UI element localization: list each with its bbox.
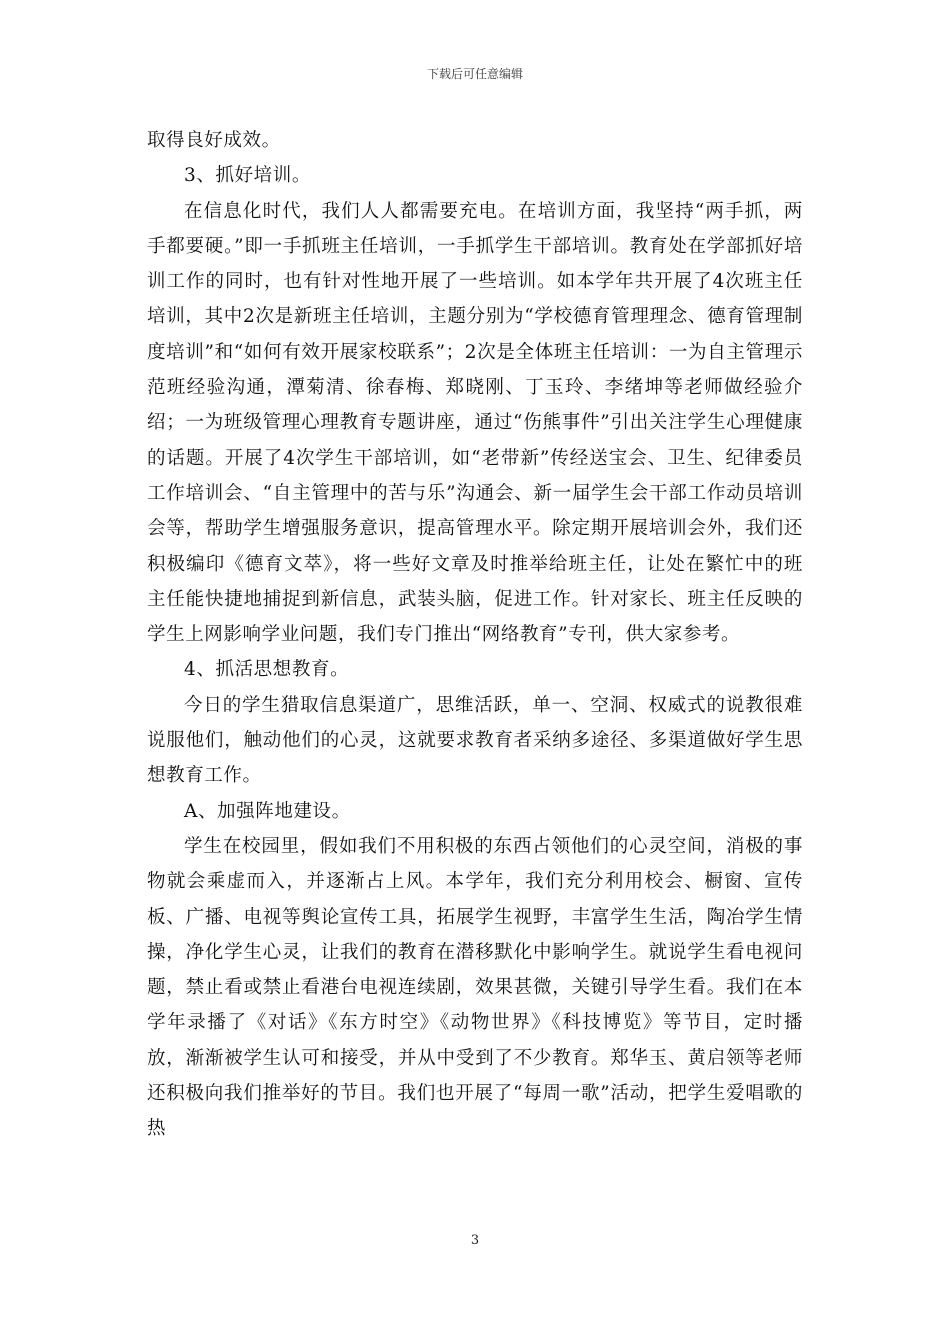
paragraph-position-building: 学生在校园里，假如我们不用积极的东西占领他们的心灵空间，消极的事物就会乘虚而入，并逐渐占上风。本学年，我们充分利用校会、橱窗、宣传板、广播、电视等舆论宣传工具，拓展学生视野，丰富学生生活，陶冶学生情操，净化学生心灵，让我们的教育在潜移默化中影响学生。就说学生看电视问题，禁止看或禁止看港台电视连续剧，效果甚微，关键引导学生看。我们在本学年录播了《对话》《东方时空》《动物世界》《科技博览》等节目，定时播放，渐渐被学生认可和接受，并从中受到了不少教育。郑华玉、黄启领等老师还积极向我们推举好的节目。我们也开展了“每周一歌”活动，把学生爱唱歌的热 [147, 835, 803, 1140]
paragraph-continuation: 取得良好成效。 [147, 130, 281, 151]
paragraph-ideological-education: 今日的学生猎取信息渠道广，思维活跃，单一、空洞、权威式的说教很难说服他们，触动他们的心灵，这就要求教育者采纳多途径、多渠道做好学生思想教育工作。 [147, 694, 803, 787]
subsection-heading-position-building: A、加强阵地建设。 [184, 800, 351, 822]
section-heading-ideological-education: 4、抓活思想教育。 [184, 659, 350, 681]
document-body [147, 123, 803, 1147]
paragraph-training: 在信息化时代，我们人人都需要充电。在培训方面，我坚持“两手抓，两手都要硬。”即一手抓班主任培训，一手抓学生干部培训。教育处在学部抓好培训工作的同时，也有针对性地开展了一些培训。如本学年共开展了4次班主任培训，其中2次是新班主任培训，主题分别为“学校德育管理理念、德育管理制度培训”和“如何有效开展家校联系”；2次是全体班主任培训：一为自主管理示范班经验沟通，潭菊清、徐春梅、郑晓刚、丁玉玲、李绪坤等老师做经验介绍；一为班级管理心理教育专题讲座，通过“伤熊事件”引出关注学生心理健康的话题。开展了4次学生干部培训，如“老带新”传经送宝会、卫生、纪律委员工作培训会、“自主管理中的苦与乐”沟通会、新一届学生会干部工作动员培训会等，帮助学生增强服务意识，提高管理水平。除定期开展培训会外，我们还积极编印《德育文萃》，将一些好文章及时推举给班主任，让处在繁忙中的班主任能快捷地捕捉到新信息，武装头脑，促进工作。针对家长、班主任反映的学生上网影响学业问题，我们专门推出“网络教育”专刊，供大家参考。 [147, 200, 803, 646]
page-header: 下载后可任意编辑 [426, 67, 523, 81]
section-heading-training: 3、抓好培训。 [184, 165, 311, 187]
page-number: 3 [470, 1233, 480, 1248]
